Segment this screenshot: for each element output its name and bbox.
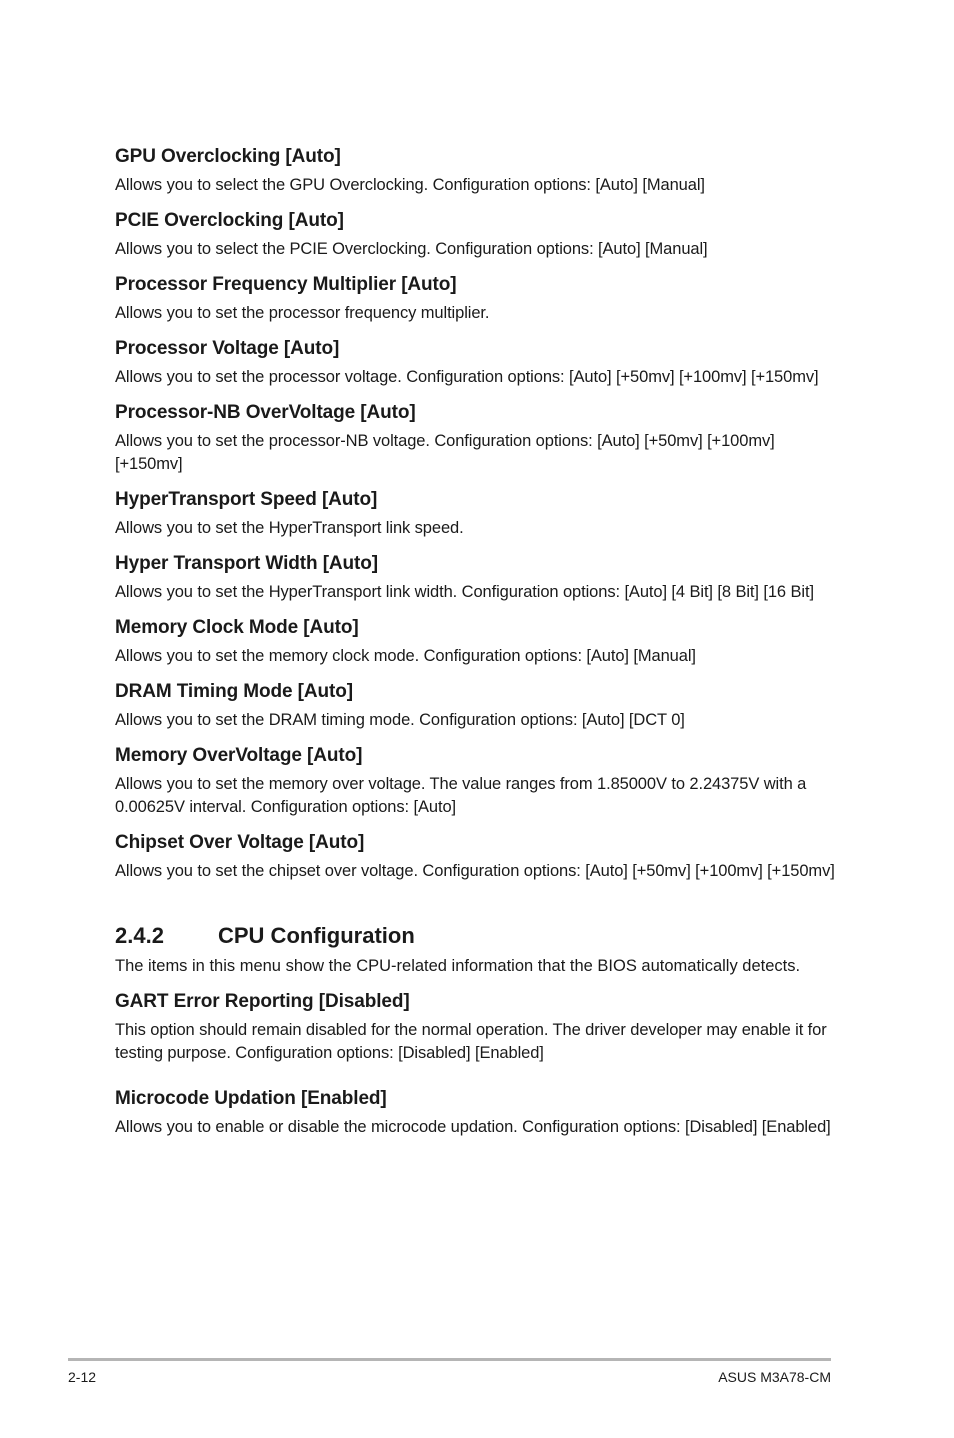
- item-title: Chipset Over Voltage [Auto]: [115, 832, 365, 853]
- item-description: Allows you to select the GPU Overclocking. Configuration options: [Auto] [Manual]: [115, 176, 705, 194]
- item-description: This option should remain disabled for the normal operation. The driver developer may enable it for testing purpose. Configuration options: [Disabled] [Enabled]: [115, 1021, 827, 1062]
- footer-page-number: 2-12: [68, 1369, 97, 1385]
- item-processor-voltage: [115, 336, 835, 389]
- footer-divider: [68, 1358, 831, 1361]
- item-description: Allows you to set the DRAM timing mode. Configuration options: [Auto] [DCT 0]: [115, 711, 685, 729]
- item-title: PCIE Overclocking [Auto]: [115, 210, 344, 231]
- section-title: CPU Configuration: [218, 923, 415, 948]
- item-microcode-updation: [115, 1086, 835, 1139]
- item-processor-frequency-multiplier: [115, 272, 835, 325]
- item-processor-nb-overvoltage: [115, 400, 835, 476]
- item-pcie-overclocking: [115, 208, 835, 261]
- item-title: Microcode Updation [Enabled]: [115, 1088, 387, 1109]
- item-description: Allows you to set the memory clock mode. Configuration options: [Auto] [Manual]: [115, 647, 696, 665]
- item-description: Allows you to set the chipset over voltage. Configuration options: [Auto] [+50mv] [+100mv] [+150mv]: [115, 862, 835, 880]
- item-gart-error-reporting: [115, 989, 835, 1065]
- item-description: Allows you to enable or disable the microcode updation. Configuration options: [Disabled] [Enabled]: [115, 1118, 831, 1136]
- item-title: Memory OverVoltage [Auto]: [115, 745, 363, 766]
- item-description: Allows you to select the PCIE Overclocking. Configuration options: [Auto] [Manual]: [115, 240, 708, 258]
- page-content: [115, 144, 835, 1150]
- section-number: 2.4.2: [115, 923, 164, 948]
- item-title: Processor Voltage [Auto]: [115, 338, 340, 359]
- item-title: DRAM Timing Mode [Auto]: [115, 681, 353, 702]
- section-heading: [115, 921, 835, 951]
- item-description: Allows you to set the processor frequency multiplier.: [115, 304, 490, 322]
- item-description: Allows you to set the processor voltage. Configuration options: [Auto] [+50mv] [+100mv] [+150mv]: [115, 368, 819, 386]
- item-title: Memory Clock Mode [Auto]: [115, 617, 359, 638]
- item-title: GART Error Reporting [Disabled]: [115, 991, 410, 1012]
- item-hypertransport-width: [115, 551, 835, 604]
- item-title: Hyper Transport Width [Auto]: [115, 553, 379, 574]
- section-intro: The items in this menu show the CPU-related information that the BIOS automatically detects.: [115, 957, 801, 975]
- item-hypertransport-speed: [115, 487, 835, 540]
- item-dram-timing-mode: [115, 679, 835, 732]
- item-description: Allows you to set the processor-NB voltage. Configuration options: [Auto] [+50mv] [+100mv] [+150mv]: [115, 432, 775, 473]
- item-description: Allows you to set the HyperTransport link width. Configuration options: [Auto] [4 Bit] [8 Bit] [16 Bit]: [115, 583, 814, 601]
- item-chipset-over-voltage: [115, 830, 835, 883]
- item-title: Processor-NB OverVoltage [Auto]: [115, 402, 416, 423]
- item-title: HyperTransport Speed [Auto]: [115, 489, 378, 510]
- item-title: Processor Frequency Multiplier [Auto]: [115, 274, 457, 295]
- item-title: GPU Overclocking [Auto]: [115, 146, 341, 167]
- item-gpu-overclocking: [115, 144, 835, 197]
- item-description: Allows you to set the HyperTransport link speed.: [115, 519, 464, 537]
- item-description: Allows you to set the memory over voltage. The value ranges from 1.85000V to 2.24375V with a 0.00625V interval. Configuration options: [Auto]: [115, 775, 807, 816]
- footer-product-name: ASUS M3A78-CM: [718, 1369, 831, 1385]
- item-memory-clock-mode: [115, 615, 835, 668]
- item-memory-overvoltage: [115, 743, 835, 819]
